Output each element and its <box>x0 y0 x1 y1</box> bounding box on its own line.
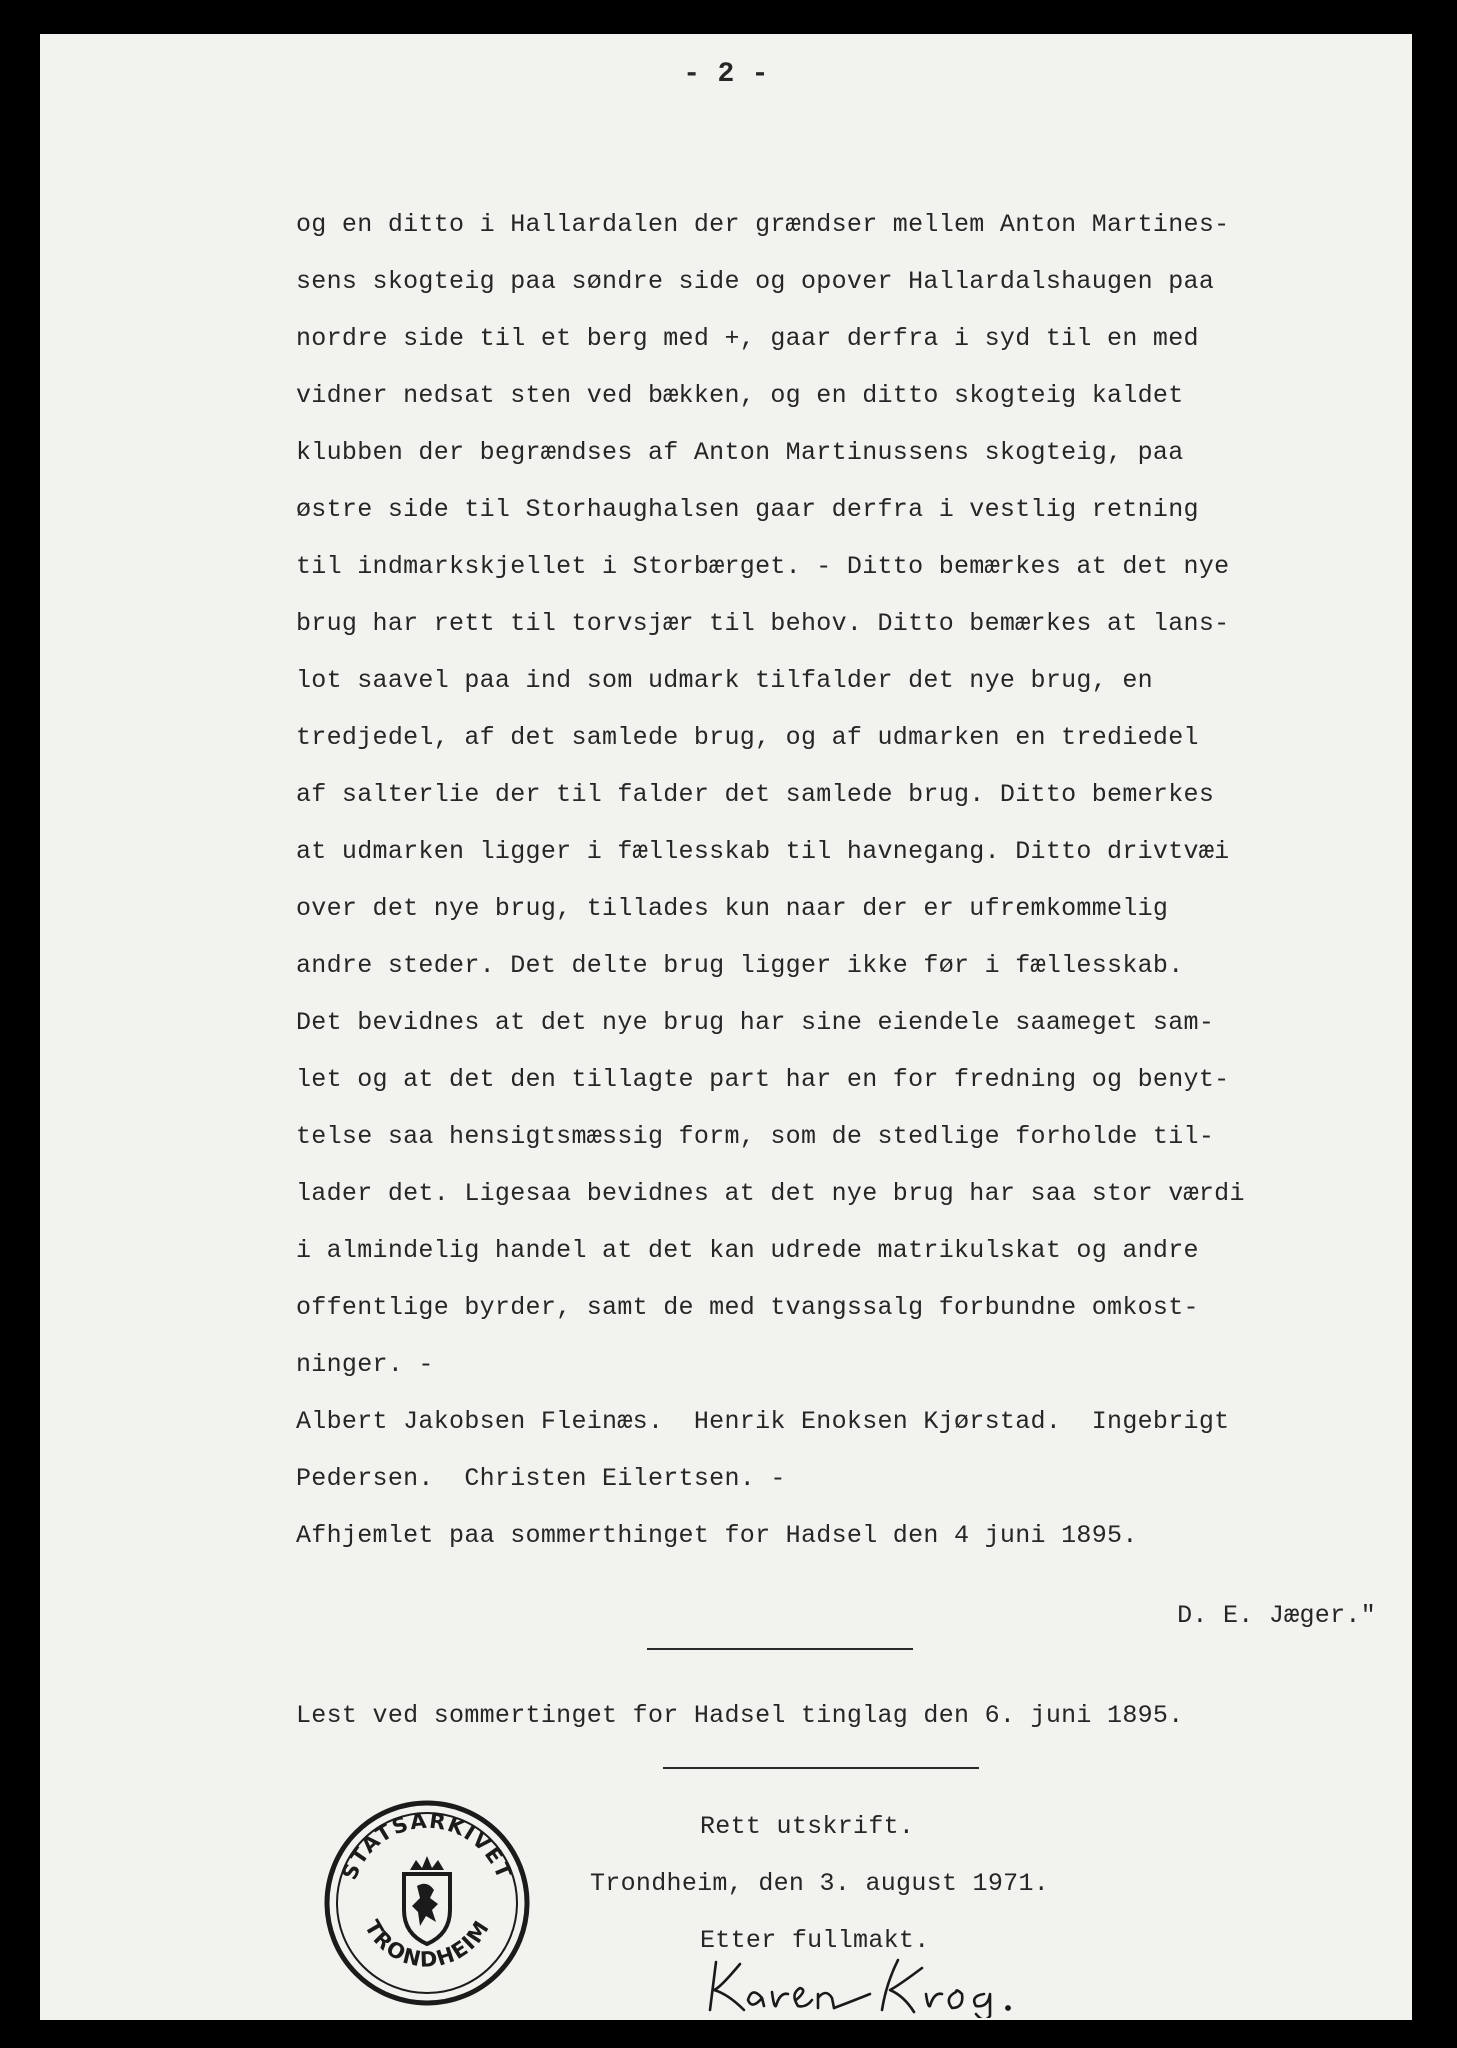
handwritten-signature <box>700 1954 1060 2018</box>
statsarkivet-stamp <box>322 1798 532 2008</box>
body-line: lader det. Ligesaa bevidnes at det nye brug har saa stor værdi <box>296 1179 1245 1208</box>
certified-copy-note: Rett utskrift. <box>700 1812 915 1841</box>
document-page <box>40 34 1412 2020</box>
body-line: let og at det den tillagte part har en for fredning og benyt- <box>296 1065 1230 1094</box>
body-line: klubben der begrændses af Anton Martinussens skogteig, paa <box>296 438 1184 467</box>
body-line: lot saavel paa ind som udmark tilfalder det nye brug, en <box>296 666 1153 695</box>
body-line: at udmarken ligger i fællesskab til havnegang. Ditto drivtvæi <box>296 837 1230 866</box>
body-line: østre side til Storhaughalsen gaar derfra i vestlig retning <box>296 495 1199 524</box>
body-line: brug har rett til torvsjær til behov. Ditto bemærkes at lans- <box>296 609 1230 638</box>
certification-authority: Etter fullmakt. <box>700 1926 930 1955</box>
body-line: sens skogteig paa søndre side og opover Hallardalshaugen paa <box>296 267 1215 296</box>
separator-rule-2 <box>663 1767 979 1769</box>
body-line: nordre side til et berg med +, gaar derfra i syd til en med <box>296 324 1199 353</box>
body-line: telse saa hensigtsmæssig form, som de stedlige forholde til- <box>296 1122 1215 1151</box>
body-line: over det nye brug, tillades kun naar der er ufremkommelig <box>296 894 1169 923</box>
body-line: tredjedel, af det samlede brug, og af udmarken en trediedel <box>296 723 1199 752</box>
body-line: vidner nedsat sten ved bækken, og en ditto skogteig kaldet <box>296 381 1184 410</box>
page-number: - 2 - <box>683 59 769 90</box>
separator-rule <box>647 1648 913 1650</box>
body-line: offentlige byrder, samt de med tvangssalg forbundne omkost- <box>296 1293 1199 1322</box>
body-line: af salterlie der til falder det samlede brug. Ditto bemerkes <box>296 780 1215 809</box>
body-line: Det bevidnes at det nye brug har sine eiendele saameget sam- <box>296 1008 1215 1037</box>
body-line: andre steder. Det delte brug ligger ikke før i fællesskab. <box>296 951 1184 980</box>
judge-signature: D. E. Jæger." <box>1177 1601 1376 1630</box>
deed-body-text <box>296 196 1386 1564</box>
svg-text:TRONDHEIM: TRONDHEIM <box>359 1915 495 1972</box>
svg-text:STATSARKIVET: STATSARKIVET <box>337 1808 517 1884</box>
read-at-court-line: Lest ved sommertinget for Hadsel tinglag den 6. juni 1895. <box>296 1701 1184 1730</box>
coat-of-arms-lion-icon <box>404 1856 450 1944</box>
certification-place-date: Trondheim, den 3. august 1971. <box>590 1869 1050 1898</box>
body-line: ninger. - <box>296 1350 434 1379</box>
body-line: i almindelig handel at det kan udrede matrikulskat og andre <box>296 1236 1199 1265</box>
body-line: til indmarkskjellet i Storbærget. - Ditto bemærkes at det nye <box>296 552 1230 581</box>
body-line: Pedersen. Christen Eilertsen. - <box>296 1464 786 1493</box>
body-line: og en ditto i Hallardalen der grændser mellem Anton Martines- <box>296 210 1230 239</box>
body-line: Albert Jakobsen Fleinæs. Henrik Enoksen Kjørstad. Ingebrigt <box>296 1407 1230 1436</box>
body-line: Afhjemlet paa sommerthinget for Hadsel den 4 juni 1895. <box>296 1521 1138 1550</box>
